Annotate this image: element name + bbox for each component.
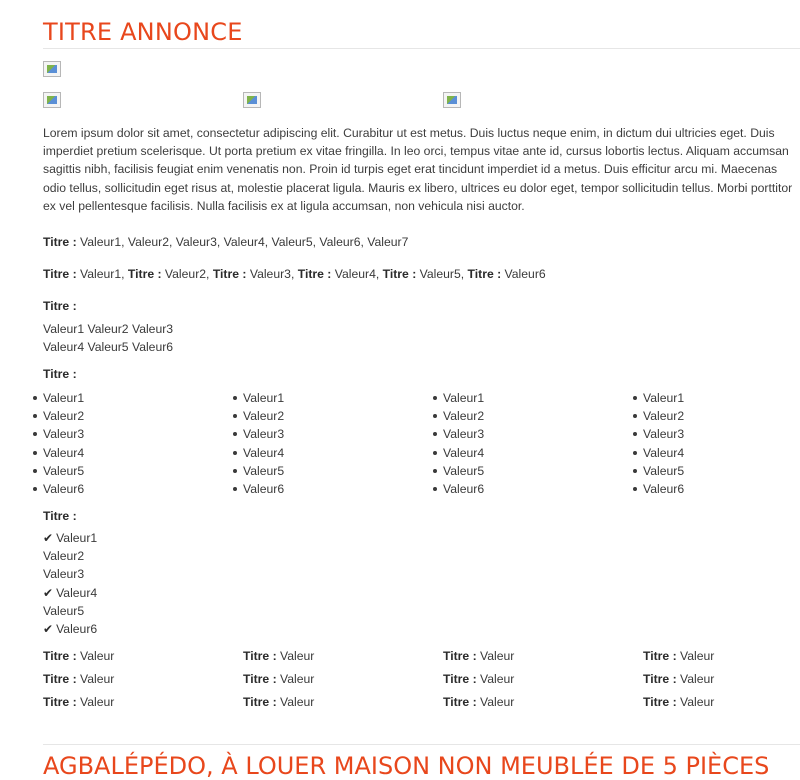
attribute-value: Valeur <box>676 672 715 686</box>
attribute-label: Titre : <box>43 695 77 709</box>
attribute-value: Valeur <box>76 649 115 663</box>
list-item: Valeur1 <box>443 389 484 407</box>
title-divider <box>43 48 800 49</box>
attribute-value: Valeur <box>276 672 315 686</box>
value-list <box>43 389 84 498</box>
list-item: Valeur3 <box>443 425 484 443</box>
attribute-label: Titre : <box>643 695 677 709</box>
checklist-label: Valeur1 <box>56 531 98 545</box>
checklist <box>43 529 97 638</box>
attribute-value: Valeur3, <box>246 267 298 281</box>
attribute-label: Titre : <box>43 299 77 313</box>
grid-cell <box>43 672 114 686</box>
attribute-label: Titre : <box>43 649 77 663</box>
attribute-label: Titre : <box>243 695 277 709</box>
grid-cell <box>643 649 714 663</box>
attribute-label: Titre : <box>43 367 77 381</box>
list-item: Valeur4 <box>643 444 684 462</box>
grid-cell <box>443 672 514 686</box>
list-item: Valeur6 <box>643 480 684 498</box>
grid-cell <box>243 695 314 709</box>
attribute-row-multi <box>43 267 546 281</box>
value-list <box>243 389 284 498</box>
listing-description: Lorem ipsum dolor sit amet, consectetur adipiscing elit. Curabitur ut est metus. Duis luctus neque enim, in dictum dui ultricies eget. Duis imperdiet pretium scelerisque. Ut porta pretium ex vitae fringilla. In leo orci, tempus vitae ante id, cursus lobortis lectus. Aliquam accumsan sagittis nibh, facilisis feugiat enim venenatis non. Proin id turpis eget erat tincidunt imperdiet id a metus. Duis efficitur arcu mi. Maecenas odio tellus, sollicitudin eget risus at, molestie placerat ligula. Mauris ex libero, ultrices eu dolor eget, tempor sollicitudin tellus. Morbi porttitor ex vel pellentesque facilisis. Nulla facilisis ex at ligula accumsan, non vehicula nisi auctor. <box>43 126 793 213</box>
attribute-value: Valeur <box>476 649 515 663</box>
check-icon: ✔ <box>43 531 54 545</box>
listing-title: TITRE ANNONCE <box>43 18 243 46</box>
list-item: Valeur3 <box>243 425 284 443</box>
grid-cell <box>243 649 314 663</box>
list-item: Valeur5 <box>243 462 284 480</box>
broken-image-icon[interactable] <box>43 92 61 108</box>
grid-cell <box>443 695 514 709</box>
checklist-item <box>43 584 97 602</box>
grid-cell <box>443 649 514 663</box>
attribute-value: Valeur <box>76 695 115 709</box>
attribute-label: Titre : <box>43 509 77 523</box>
list-item: Valeur5 <box>43 462 84 480</box>
attribute-value: Valeur4, <box>331 267 383 281</box>
value-list <box>443 389 484 498</box>
attribute-value: Valeur2, <box>161 267 213 281</box>
attribute-label: Titre : <box>243 672 277 686</box>
attribute-label: Titre : <box>467 267 502 281</box>
attribute-label: Titre : <box>243 649 277 663</box>
attribute-label: Titre : <box>127 267 162 281</box>
attribute-value: Valeur <box>276 695 315 709</box>
grid-cell <box>43 649 114 663</box>
attribute-row-inline <box>43 235 408 249</box>
attribute-value: Valeur <box>476 695 515 709</box>
attribute-value: Valeur <box>276 649 315 663</box>
attribute-label: Titre : <box>443 672 477 686</box>
attribute-label: Titre : <box>443 649 477 663</box>
grid-cell <box>43 695 114 709</box>
attribute-label: Titre : <box>443 695 477 709</box>
broken-image-icon[interactable] <box>43 61 61 77</box>
list-item: Valeur4 <box>243 444 284 462</box>
check-icon: ✔ <box>43 585 54 600</box>
list-item: Valeur4 <box>443 444 484 462</box>
attribute-label: Titre : <box>43 235 77 249</box>
attribute-label: Titre : <box>643 649 677 663</box>
attribute-label: Titre : <box>43 672 77 686</box>
list-item: Valeur3 <box>643 425 684 443</box>
list-item: Valeur1 <box>243 389 284 407</box>
checklist-label: Valeur3 <box>43 567 85 582</box>
list-item: Valeur1 <box>643 389 684 407</box>
checklist-item <box>43 565 97 583</box>
broken-image-icon[interactable] <box>443 92 461 108</box>
checklist-item <box>43 547 97 565</box>
attribute-label: Titre : <box>297 267 332 281</box>
value-list <box>643 389 684 498</box>
checklist-label: Valeur6 <box>56 622 98 637</box>
list-item: Valeur5 <box>443 462 484 480</box>
attribute-value: Valeur1, <box>76 267 128 281</box>
list-item: Valeur6 <box>243 480 284 498</box>
attribute-value: Valeur5, <box>416 267 468 281</box>
attribute-value: Valeur <box>76 672 115 686</box>
checklist-item <box>43 529 97 547</box>
list-item: Valeur2 <box>643 407 684 425</box>
broken-image-icon[interactable] <box>243 92 261 108</box>
grid-cell <box>643 672 714 686</box>
check-icon: ✔ <box>43 622 54 637</box>
list-item: Valeur5 <box>643 462 684 480</box>
attribute-values-line: Valeur1 Valeur2 Valeur3 <box>43 322 174 336</box>
checklist-item <box>43 620 97 638</box>
list-item: Valeur6 <box>43 480 84 498</box>
list-item: Valeur1 <box>43 389 84 407</box>
list-item: Valeur6 <box>443 480 484 498</box>
attribute-value: Valeur6 <box>501 267 546 281</box>
list-item: Valeur4 <box>43 444 84 462</box>
attribute-value: Valeur <box>676 649 715 663</box>
checklist-label: Valeur2 <box>43 549 85 564</box>
grid-cell <box>243 672 314 686</box>
checklist-label: Valeur5 <box>43 603 85 618</box>
next-listing-title[interactable]: AGBALÉPÉDO, À LOUER MAISON NON MEUBLÉE DE 5 PIÈCES <box>43 752 770 780</box>
section-divider <box>43 744 800 745</box>
list-item: Valeur3 <box>43 425 84 443</box>
attribute-values-line: Valeur4 Valeur5 Valeur6 <box>43 340 174 354</box>
list-item: Valeur2 <box>443 407 484 425</box>
attribute-label: Titre : <box>43 267 77 281</box>
grid-cell <box>643 695 714 709</box>
attribute-value: Valeur <box>676 695 715 709</box>
attribute-value: Valeur <box>476 672 515 686</box>
list-item: Valeur2 <box>43 407 84 425</box>
attribute-label: Titre : <box>643 672 677 686</box>
list-item: Valeur2 <box>243 407 284 425</box>
attribute-label: Titre : <box>212 267 247 281</box>
checklist-item <box>43 602 97 620</box>
attribute-label: Titre : <box>382 267 417 281</box>
attribute-values: Valeur1, Valeur2, Valeur3, Valeur4, Valeur5, Valeur6, Valeur7 <box>76 235 409 249</box>
checklist-label: Valeur4 <box>56 585 98 600</box>
